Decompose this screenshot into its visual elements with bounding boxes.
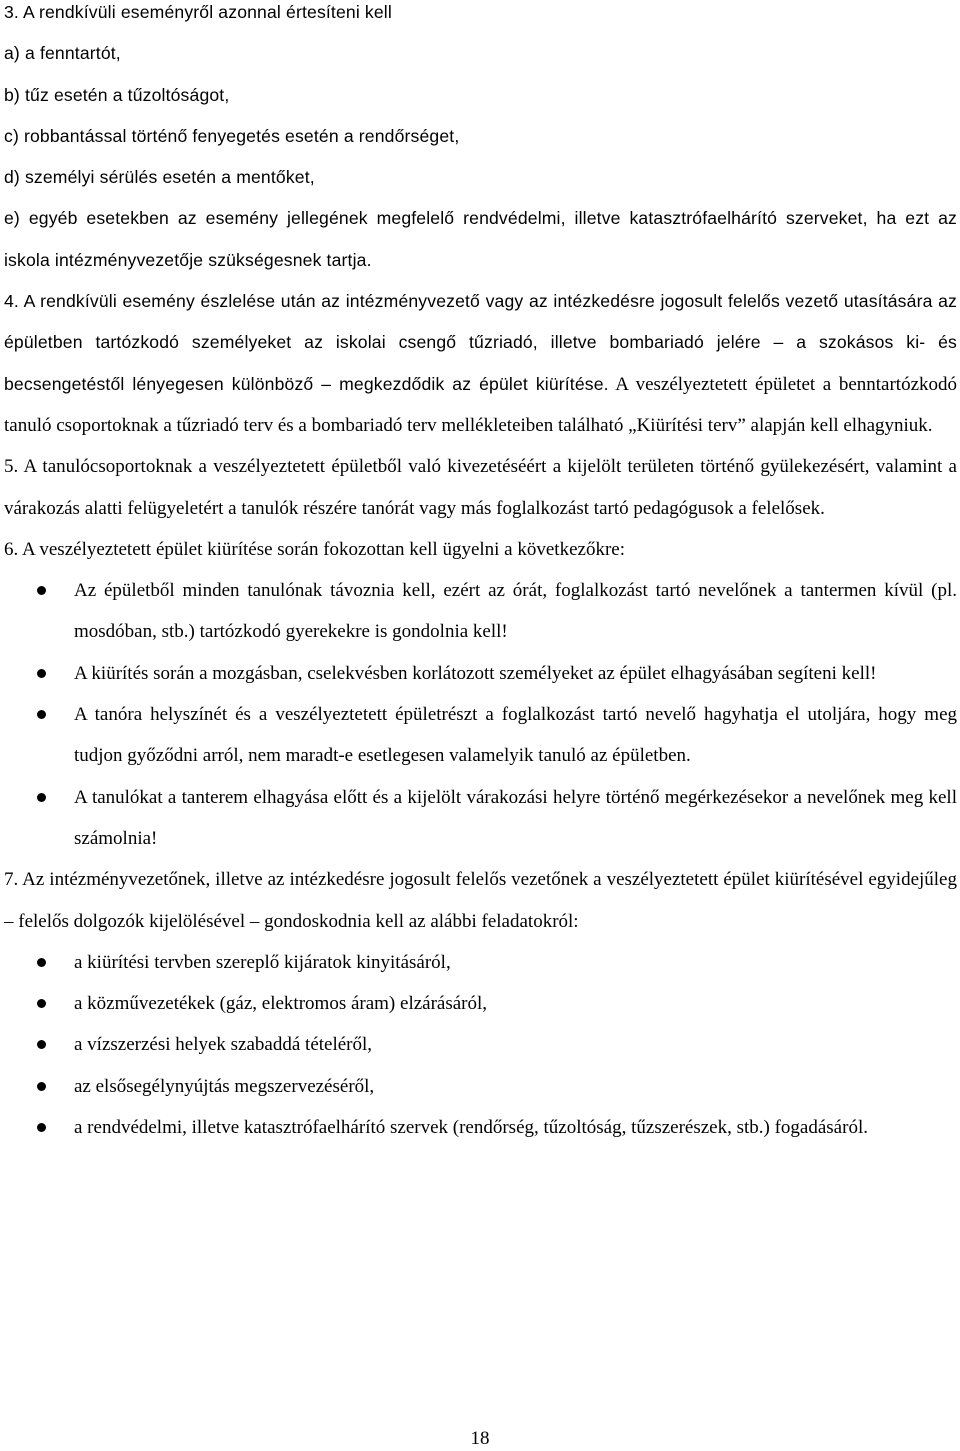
list-item bbox=[4, 777, 957, 860]
bullet-icon bbox=[37, 1123, 46, 1132]
bullet-icon bbox=[37, 1040, 46, 1049]
section-6-intro: 6. A veszélyeztetett épület kiürítése során fokozottan kell ügyelni a következőkre: bbox=[4, 538, 625, 560]
section-5-paragraph: 5. A tanulócsoportoknak a veszélyeztetett épületből való kivezetéséért a kijelölt területen történő gyülekezésért, valamint a várakozás alatti felügyeletért a tanulók részére tanórát vagy más foglalkozást tartó pedagógusok a felelősek. bbox=[4, 456, 957, 519]
section-7-list bbox=[4, 942, 957, 1148]
section-3-item-d: d) személyi sérülés esetén a mentőket, bbox=[4, 167, 315, 188]
section-3-item-e: e) egyéb esetekben az esemény jellegének megfelelő rendvédelmi, illetve katasztrófaelhárító szerveket, ha ezt az iskola intézményvezetője szükségesnek tartja. bbox=[4, 208, 957, 270]
list-item-text: a vízszerzési helyek szabaddá tételéről, bbox=[74, 1034, 373, 1056]
bullet-icon bbox=[37, 999, 46, 1008]
bullet-icon bbox=[37, 958, 46, 967]
bullet-icon bbox=[37, 793, 46, 802]
list-item-text: a közművezetékek (gáz, elektromos áram) elzárásáról, bbox=[74, 993, 488, 1015]
list-item-text: Az épületből minden tanulónak távoznia kell, ezért az órát, foglalkozást tartó nevelőnek a tantermen kívül (pl. mosdóban, stb.) tartózkodó gyerekekre is gondolnia kell! bbox=[74, 580, 957, 643]
section-4-part-1: 4. A rendkívüli esemény észlelése után az intézményvezető vagy az intézkedésre jogosult felelős vezető utasítására az épületben tartózkodó személyeket az iskolai csengő tűzriadó, illetve bombariadó jelére – a szokásos ki- és becsengetéstől lényegesen különböző – megkezdődik az épület kiürítése. bbox=[4, 291, 957, 394]
section-3-item-c: c) robbantással történő fenyegetés esetén a rendőrséget, bbox=[4, 125, 460, 146]
list-item bbox=[4, 653, 957, 694]
list-item bbox=[4, 942, 957, 983]
section-7-intro: 7. Az intézményvezetőnek, illetve az intézkedésre jogosult felelős vezetőnek a veszélyeztetett épület kiürítésével egyidejűleg – felelős dolgozók kijelölésével – gondoskodnia kell az alábbi feladatokról: bbox=[4, 869, 957, 932]
section-3-item-a: a) a fenntartót, bbox=[4, 43, 121, 64]
section-6-list bbox=[4, 570, 957, 859]
section-3-item-b: b) tűz esetén a tűzoltóságot, bbox=[4, 84, 230, 105]
section-3-intro: 3. A rendkívüli eseményről azonnal értesíteni kell bbox=[4, 2, 392, 22]
list-item-text: az elsősegélynyújtás megszervezéséről, bbox=[74, 1075, 375, 1097]
list-item bbox=[4, 1024, 957, 1065]
list-item bbox=[4, 694, 957, 777]
document-page bbox=[4, 0, 957, 1148]
list-item-text: a kiürítési tervben szereplő kijáratok kinyitásáról, bbox=[74, 951, 451, 973]
list-item bbox=[4, 1107, 957, 1148]
list-item-text: a rendvédelmi, illetve katasztrófaelhárító szervek (rendőrség, tűzoltóság, tűzszerészek, stb.) fogadásáról. bbox=[74, 1117, 868, 1139]
list-item bbox=[4, 570, 957, 653]
section-4-part-2: A veszélyeztetett épületet a benntartózkodó tanuló csoportoknak a tűzriadó terv és a bombariadó terv mellékleteiben található „Kiürítési terv” alapján kell elhagyniuk. bbox=[4, 373, 958, 436]
bullet-icon bbox=[37, 710, 46, 719]
list-item bbox=[4, 1066, 957, 1107]
list-item-text: A tanóra helyszínét és a veszélyeztetett épületrészt a foglalkozást tartó nevelő hagyhatja el utoljára, hogy meg tudjon győződni arról, nem maradt-e esetlegesen valamelyik tanuló az épületben. bbox=[74, 704, 957, 767]
list-item-text: A tanulókat a tanterem elhagyása előtt és a kijelölt várakozási helyre történő megérkezésekor a nevelőnek meg kell számolnia! bbox=[74, 786, 957, 849]
section-4-paragraph bbox=[4, 281, 957, 446]
bullet-icon bbox=[37, 1082, 46, 1091]
bullet-icon bbox=[37, 669, 46, 678]
bullet-icon bbox=[37, 586, 46, 595]
list-item bbox=[4, 983, 957, 1024]
list-item-text: A kiürítés során a mozgásban, cselekvésben korlátozott személyeket az épület elhagyásában segíteni kell! bbox=[74, 662, 877, 684]
page-number: 18 bbox=[470, 1428, 490, 1449]
